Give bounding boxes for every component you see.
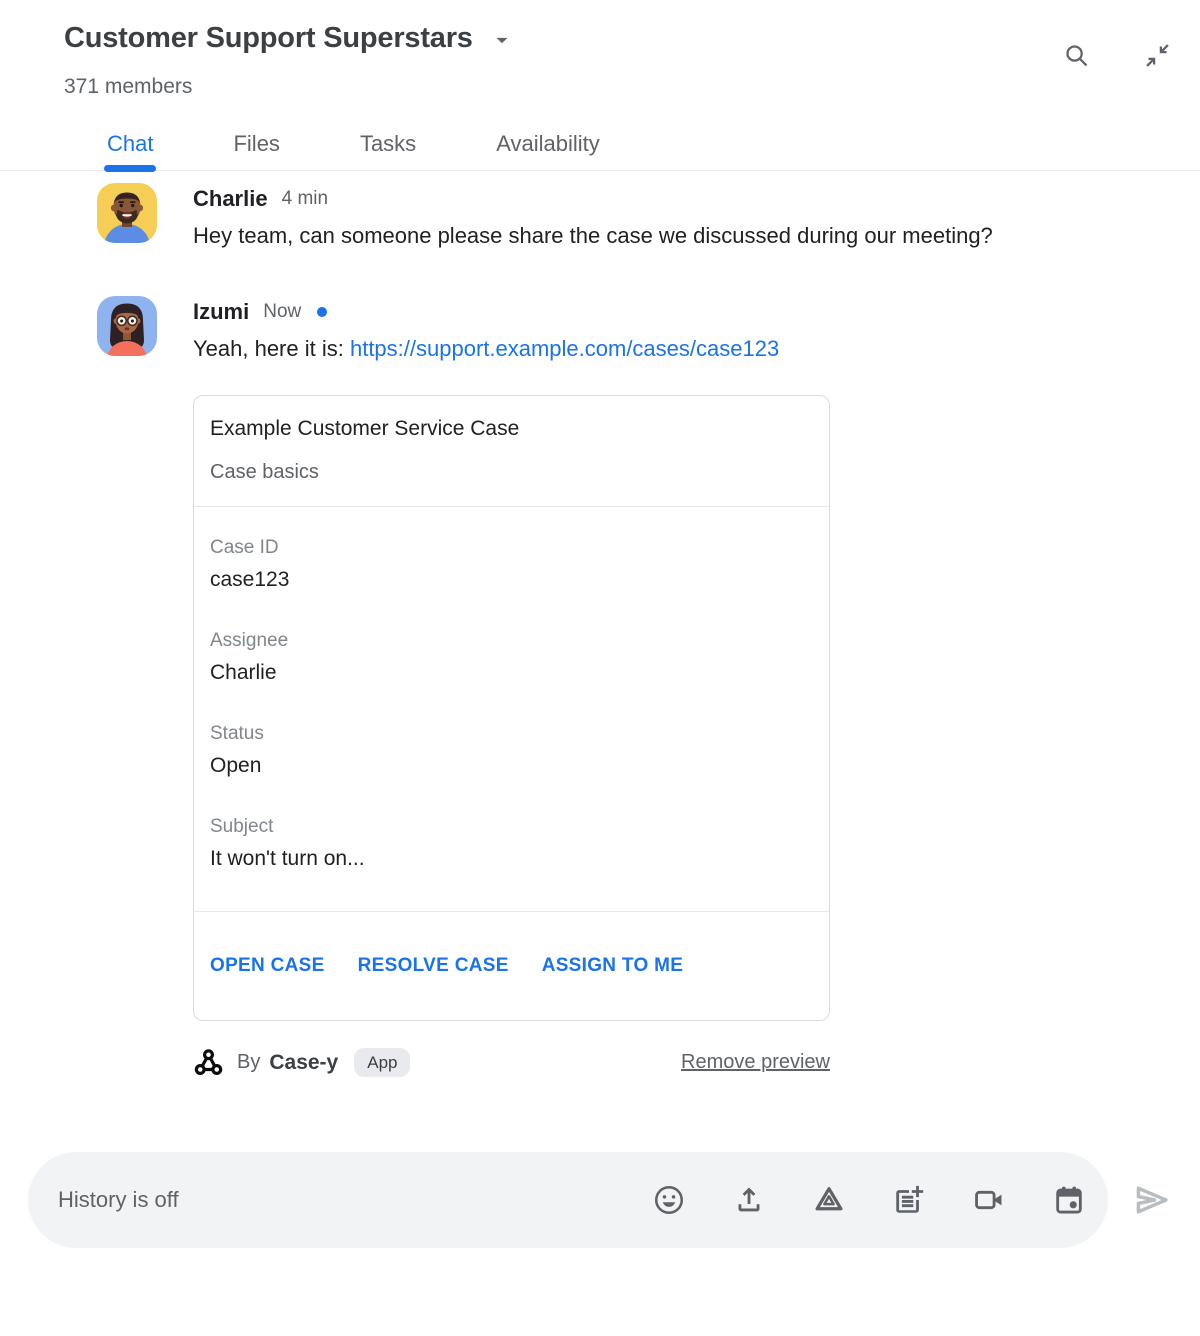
card-actions: [194, 912, 829, 1020]
message-timestamp: Now: [263, 300, 302, 322]
tab-chat-label: Chat: [107, 131, 154, 156]
member-count: 371 members: [64, 75, 193, 98]
avatar-charlie[interactable]: [97, 183, 157, 243]
field-value: Charlie: [210, 661, 277, 684]
tab-tasks-label: Tasks: [359, 131, 417, 156]
space-title: Customer Support Superstars: [64, 22, 473, 54]
field-assignee: [210, 630, 813, 685]
field-value: It won't turn on...: [210, 847, 365, 870]
resolve-case-button[interactable]: RESOLVE CASE: [357, 955, 509, 976]
field-value: Open: [210, 754, 262, 777]
field-label: Status: [210, 723, 264, 744]
by-label: By: [237, 1051, 261, 1073]
tab-availability-label: Availability: [496, 131, 600, 156]
tab-bar: [0, 131, 1200, 171]
calendar-icon[interactable]: [1052, 1183, 1086, 1217]
space-header: [0, 0, 1200, 99]
field-label: Subject: [210, 816, 274, 837]
drive-icon[interactable]: [812, 1183, 846, 1217]
app-name: Case-y: [269, 1050, 339, 1074]
unread-presence-dot: [317, 307, 327, 317]
dropdown-caret-icon[interactable]: [489, 27, 515, 53]
card-subtitle: Case basics: [210, 461, 319, 483]
message-timestamp: 4 min: [281, 187, 329, 209]
tab-files-label: Files: [233, 131, 280, 156]
card-title: Example Customer Service Case: [210, 417, 520, 440]
open-case-button[interactable]: OPEN CASE: [210, 955, 325, 976]
tab-files[interactable]: [233, 131, 279, 170]
message-text: [193, 329, 830, 369]
tab-chat[interactable]: [107, 131, 153, 170]
collapse-icon[interactable]: [1144, 42, 1171, 69]
remove-preview-link[interactable]: Remove preview: [681, 1051, 830, 1073]
message-input-placeholder: History is off: [58, 1187, 179, 1212]
search-icon[interactable]: [1063, 42, 1090, 69]
field-case-id: [210, 537, 813, 592]
video-camera-icon[interactable]: [972, 1183, 1006, 1217]
card-footer: [193, 1047, 830, 1078]
field-label: Case ID: [210, 537, 279, 558]
message-izumi: [97, 296, 1200, 1078]
card-fields: [194, 507, 829, 912]
field-value: case123: [210, 568, 290, 591]
send-icon[interactable]: [1130, 1178, 1174, 1222]
message-text: Hey team, can someone please share the case we discussed during our meeting?: [193, 223, 993, 248]
tab-availability[interactable]: [496, 131, 600, 170]
compose-bar: [28, 1152, 1174, 1248]
app-byline: [193, 1047, 410, 1078]
message-text-prefix: Yeah, here it is:: [193, 336, 350, 361]
link-preview-card: [193, 395, 830, 1021]
field-label: Assignee: [210, 630, 289, 651]
add-note-icon[interactable]: [892, 1183, 926, 1217]
emoji-icon[interactable]: [652, 1183, 686, 1217]
message-list: [0, 171, 1200, 1078]
avatar-izumi[interactable]: [97, 296, 157, 356]
case-link[interactable]: https://support.example.com/cases/case123: [349, 336, 780, 361]
app-badge: App: [354, 1048, 410, 1077]
message-charlie: [97, 183, 1200, 256]
active-tab-underline: [104, 165, 156, 172]
message-input[interactable]: [28, 1152, 1108, 1248]
message-author[interactable]: Charlie: [193, 186, 268, 211]
card-header: [194, 396, 829, 507]
field-subject: [210, 816, 813, 871]
upload-icon[interactable]: [732, 1183, 766, 1217]
tab-tasks[interactable]: [360, 131, 416, 170]
field-status: [210, 723, 813, 778]
assign-to-me-button[interactable]: ASSIGN TO ME: [541, 955, 684, 976]
webhook-icon: [193, 1047, 224, 1078]
message-author[interactable]: Izumi: [193, 299, 250, 324]
